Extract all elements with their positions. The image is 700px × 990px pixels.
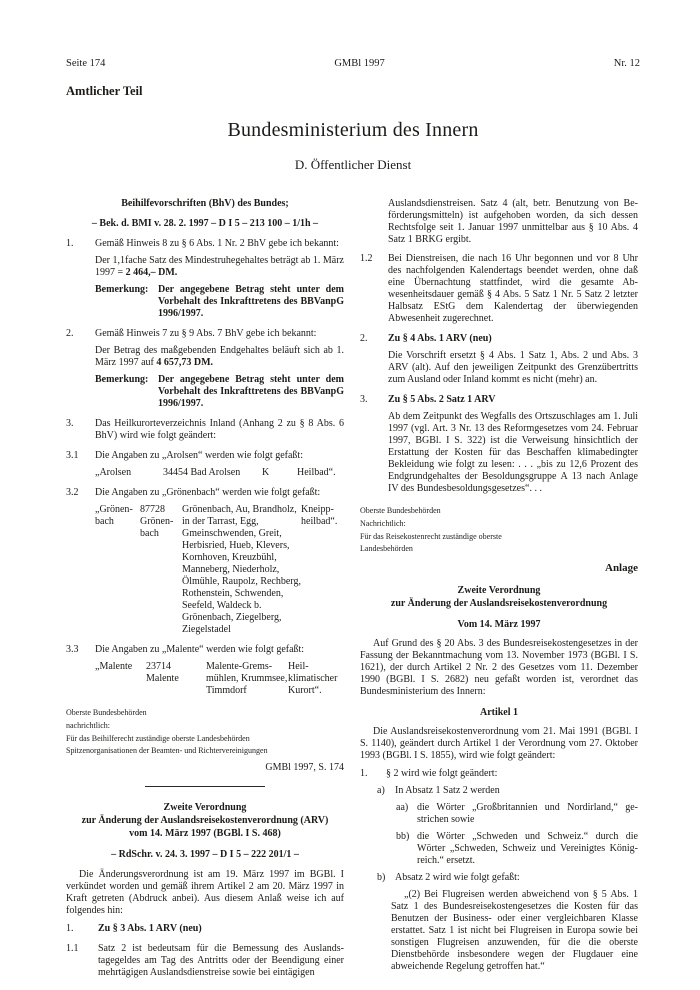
- left-footnotes: [66, 707, 344, 758]
- item-number: 3.: [360, 394, 368, 405]
- left-column: [66, 198, 344, 987]
- item-paragraph: Gemäß Hinweis 7 zu § 9 Abs. 7 BhV gebe ich bekannt:: [95, 328, 317, 339]
- item-paragraph: Die Angaben zu „Grönenbach“ werden wie folgt gefaßt:: [95, 487, 321, 498]
- amount-bold: 4 657,73 DM.: [156, 357, 214, 368]
- item-number: aa): [396, 802, 409, 814]
- list-item-3: [66, 418, 344, 442]
- table-cell: „Malente: [95, 661, 133, 672]
- artikel-heading: Artikel 1: [479, 707, 519, 719]
- section-label: Amtlicher Teil: [66, 84, 143, 98]
- article-list-item-bb: [396, 831, 638, 867]
- artikel-intro: Die Auslandsreisekostenverordnung vom 21. Mai 1991 (BGBl. I S. 1140), geändert durch Artikel 1 der Verordnung vom 27. Oktober 1993 (BGBl. I S. 1855), wird wie folgt geändert:: [360, 726, 638, 762]
- remark-label: Bemerkung:: [95, 284, 149, 295]
- item-number: 3.2: [66, 487, 79, 498]
- amount-bold: 2 464,– DM.: [125, 267, 178, 278]
- beihilfe-reference: – Bek. d. BMI v. 28. 2. 1997 – D I 5 – 213 100 – 1/1h –: [91, 218, 319, 229]
- item-number: 1.2: [360, 253, 373, 264]
- item-number: 1.1: [66, 943, 79, 955]
- article-text: In Absatz 1 Satz 2 werden: [395, 785, 500, 797]
- article-list-item-aa: [396, 802, 638, 826]
- arv-heading: Zu § 4 Abs. 1 ARV (neu): [388, 333, 492, 344]
- department-subtitle: D. Öffentlicher Dienst: [294, 157, 412, 172]
- article-list-item-a: [377, 785, 638, 797]
- remark-block: [95, 374, 344, 410]
- arv-text: Satz 2 ist bedeutsam für die Bemessung des Auslandstagegeldes am Tag des Antritts oder der Beendigung einer mehrtägigen Auslandsdienstreise sowie bei eintägigen: [98, 943, 344, 979]
- arv-text: Bei Dienstreisen, die nach 16 Uhr begonnen und vor 8 Uhr des nachfolgenden Kalendertags beendet werden, ohne daß eine Übernachtung stattfindet, wird die gesamte Abwesenheitsdauer gemäß § 4 Abs. 5 Satz 1 Nr. 5 Satz 2 letzter Halbsatz EStG dem Kalendertag der überwiegenden Abwesenheit zugerechnet.: [388, 253, 638, 324]
- table-cell: Heilbad“.: [297, 467, 336, 478]
- table-cell: Heilklimatischer Kurort“.: [288, 661, 338, 696]
- footnote-line: nachrichtlich:: [66, 720, 110, 730]
- footnote-line: Spitzenorganisationen der Beamten- und Richtervereinigungen: [66, 746, 268, 756]
- table-cell: Malente-Gremsmühlen, Krummsee, Timmdorf: [206, 661, 288, 696]
- item-number: 3.: [66, 418, 74, 429]
- ministry-title: Bundesministerium des Innern: [227, 119, 479, 141]
- gmbl-citation: GMBl 1997, S. 174: [265, 762, 344, 774]
- right-column: [360, 198, 638, 987]
- item-number: 1.: [66, 923, 74, 935]
- two-column-body: [66, 198, 640, 987]
- beihilfe-heading: Beihilfevorschriften (BhV) des Bundes;: [121, 198, 289, 209]
- table-cell: K: [262, 467, 270, 478]
- verordnung-intro: Auf Grund des § 20 Abs. 3 des Bundesreisekostengesetzes in der Fassung der Bekanntmachung vom 13. November 1973 (BGBl. I S. 1621), der durch Artikel 2 Nr. 2 des Gesetzes vom 11. Dezember 1990 (BGBl. I S. 2682) neu gefaßt worden ist, verordnet das Bundesministerium des Innern:: [360, 638, 638, 698]
- item-paragraph: Gemäß Hinweis 8 zu § 6 Abs. 1 Nr. 2 BhV gebe ich bekannt:: [95, 238, 339, 249]
- article-text: die Wörter „Großbritannien und Nordirland,“ gestrichen sowie: [417, 802, 638, 826]
- item-number: 2.: [66, 328, 74, 339]
- table-cell: 34454 Bad Arolsen: [163, 467, 241, 478]
- arv-item-1: [66, 923, 344, 935]
- arv-text: Ab dem Zeitpunkt des Wegfalls des Ortszuschlages am 1. Juli 1997 (vgl. Art. 3 Nr. 13 des Reformgesetzes vom 24. Februar 1997, BGBl. I S. 322) ist die Verweisung hinsichtlich der Erstattung der Kosten für das Beschaffen klimabedingter Bekleidung wie folgt zu lesen: . . . „bis zu 12,6 Prozent des Endgrundgehaltes der Besoldungsgruppe A 13 nach Anlage IV des Bundesbesoldungsgesetzes“. . .: [388, 411, 638, 494]
- remark-text: Der angegebene Betrag steht unter dem Vorbehalt des Inkrafttretens des BBVanpG 1996/1997.: [158, 284, 344, 319]
- item-number: 3.3: [66, 644, 79, 655]
- journal-title: GMBl 1997: [334, 58, 385, 69]
- arv-item-1-2: [360, 253, 638, 325]
- issue-number: Nr. 12: [613, 58, 640, 69]
- kurort-table-row: [95, 661, 344, 697]
- list-item-3-1: [66, 450, 344, 479]
- item-paragraph: Der 1,1fache Satz des Mindestruhegehaltes beträgt ab 1. März 1997 = 2 464,– DM.: [95, 255, 344, 278]
- item-number: 2.: [360, 333, 368, 344]
- arv-item-1-1: [66, 943, 344, 979]
- right-footnotes: [360, 505, 638, 556]
- table-cell: Kneippheilbad“.: [301, 504, 338, 527]
- list-item-2: [66, 328, 344, 410]
- footnote-line: Für das Reisekostenrecht zuständige oberste Landesbehörden: [360, 531, 502, 554]
- item-number: 1.: [66, 238, 74, 249]
- list-item-3-3: [66, 644, 344, 697]
- arv-text: Die Vorschrift ersetzt § 4 Abs. 1 Satz 1, Abs. 2 und Abs. 3 ARV (alt). Auf den jeweiligen Zeitpunkt des Grenzübertritts zum Ausland oder Inland kommt es nicht (mehr) an.: [388, 350, 638, 385]
- section-divider: [145, 786, 265, 787]
- item-paragraph: Der Betrag des maßgebenden Endgehaltes beläuft sich ab 1. März 1997 auf 4 657,73 DM.: [95, 345, 344, 368]
- quoted-provision: „(2) Bei Flugreisen werden abweichend von § 5 Abs. 1 Satz 1 des Bundesreisekostengesetzes die Kosten für das Benutzen der Business- oder einer vergleichbaren Klasse erstattet. Satz 1 ist nicht bei Flugreisen in Europa sowie bei sonstigen Flugreisen anzuwenden, für die die oberste Dienstbehörde insbesondere wegen der Flugdauer eine abweichende Regelung getroffen hat.“: [391, 889, 638, 973]
- table-cell: „Grönenbach: [95, 504, 133, 527]
- continuation-paragraph: Auslandsdienstreisen. Satz 4 (alt, betr. Benutzung von Beförderungsmitteln) ist aufgehoben worden, da sich dessen Rechtsfolge seit 1. Januar 1997 unmittelbar aus § 10 Abs. 4 Satz 1 BRKG ergibt.: [388, 198, 638, 245]
- arv-item-2: [360, 333, 638, 386]
- footnote-line: Oberste Bundesbehörden: [66, 708, 147, 717]
- list-item-1: [66, 238, 344, 320]
- arv-heading: Zu § 3 Abs. 1 ARV (neu): [98, 923, 202, 935]
- article-list-item-1: [360, 768, 638, 780]
- article-text: die Wörter „Schweden und Schweiz.“ durch die Wörter „Schweden, Schweiz und Vereinigtes Königreich.“ ersetzt.: [417, 831, 638, 867]
- table-cell: 23714 Malente: [146, 661, 179, 684]
- table-cell: Grönenbach, Au, Brandholz, in der Tarrast, Egg, Gmeinschwenden, Greit, Herbisried, Hueb, Klevers, Kornhoven, Kreuzbühl, Manneberg, Niederholz, Ölmühle, Raupolz, Rechberg, Rothenstein, Schwenden, Seefeld, Waldeck b. Grönenbach, Ziegelberg, Ziegelstadel: [182, 504, 301, 635]
- intro-paragraph: Die Änderungsverordnung ist am 19. März 1997 im BGBl. I verkündet worden und gemäß ihrem Artikel 2 am 20. März 1997 in Kraft getreten (Abdruck anbei). Aus diesem Anlaß weise ich auf folgendes hin:: [66, 869, 344, 917]
- anlage-label: Anlage: [605, 562, 638, 575]
- footnote-line: Oberste Bundesbehörden: [360, 506, 441, 515]
- article-text: Absatz 2 wird wie folgt gefaßt:: [395, 872, 520, 884]
- item-number: 1.: [360, 768, 368, 780]
- verordnung-title: Zweite Verordnung zur Änderung der Auslandsreisekostenverordnung: [390, 585, 608, 610]
- kurort-table-row: [95, 504, 344, 636]
- kurort-table-row: [95, 467, 344, 479]
- remark-block: [95, 284, 344, 320]
- item-number: 3.1: [66, 450, 79, 461]
- footnote-line: Für das Beihilferecht zuständige oberste Landesbehörden: [66, 733, 250, 743]
- verordnung-date: Vom 14. März 1997: [457, 619, 541, 631]
- remark-label: Bemerkung:: [95, 374, 149, 385]
- item-number: b): [377, 872, 386, 884]
- arv-heading: Zu § 5 Abs. 2 Satz 1 ARV: [388, 394, 496, 405]
- table-cell: 87728 Grönenbach: [140, 504, 174, 539]
- article-list-item-b: [377, 872, 638, 884]
- table-cell: „Arolsen: [95, 467, 132, 478]
- arv-item-3: [360, 394, 638, 495]
- article-text: § 2 wird wie folgt geändert:: [386, 768, 498, 780]
- rdschr-reference: – RdSchr. v. 24. 3. 1997 – D I 5 – 222 201/1 –: [111, 849, 299, 861]
- item-paragraph: Die Angaben zu „Malente“ werden wie folgt gefaßt:: [95, 644, 305, 655]
- page-number: Seite 174: [66, 58, 106, 69]
- item-paragraph: Die Angaben zu „Arolsen“ werden wie folgt gefaßt:: [95, 450, 303, 461]
- verordnung-title: Zweite Verordnung zur Änderung der Auslandsreisekostenverordnung (ARV) vom 14. März 1997 (BGBl. I S. 468): [81, 802, 329, 840]
- footnote-line: Nachrichtlich:: [360, 518, 406, 528]
- running-head: [66, 58, 640, 69]
- remark-text: Der angegebene Betrag steht unter dem Vorbehalt des Inkrafttretens des BBVanpG 1996/1997.: [158, 374, 344, 409]
- item-paragraph: Das Heilkurorteverzeichnis Inland (Anhang 2 zu § 8 Abs. 6 BhV) wird wie folgt geändert:: [95, 418, 344, 441]
- list-item-3-2: [66, 487, 344, 636]
- item-number: bb): [396, 831, 410, 843]
- item-number: a): [377, 785, 385, 797]
